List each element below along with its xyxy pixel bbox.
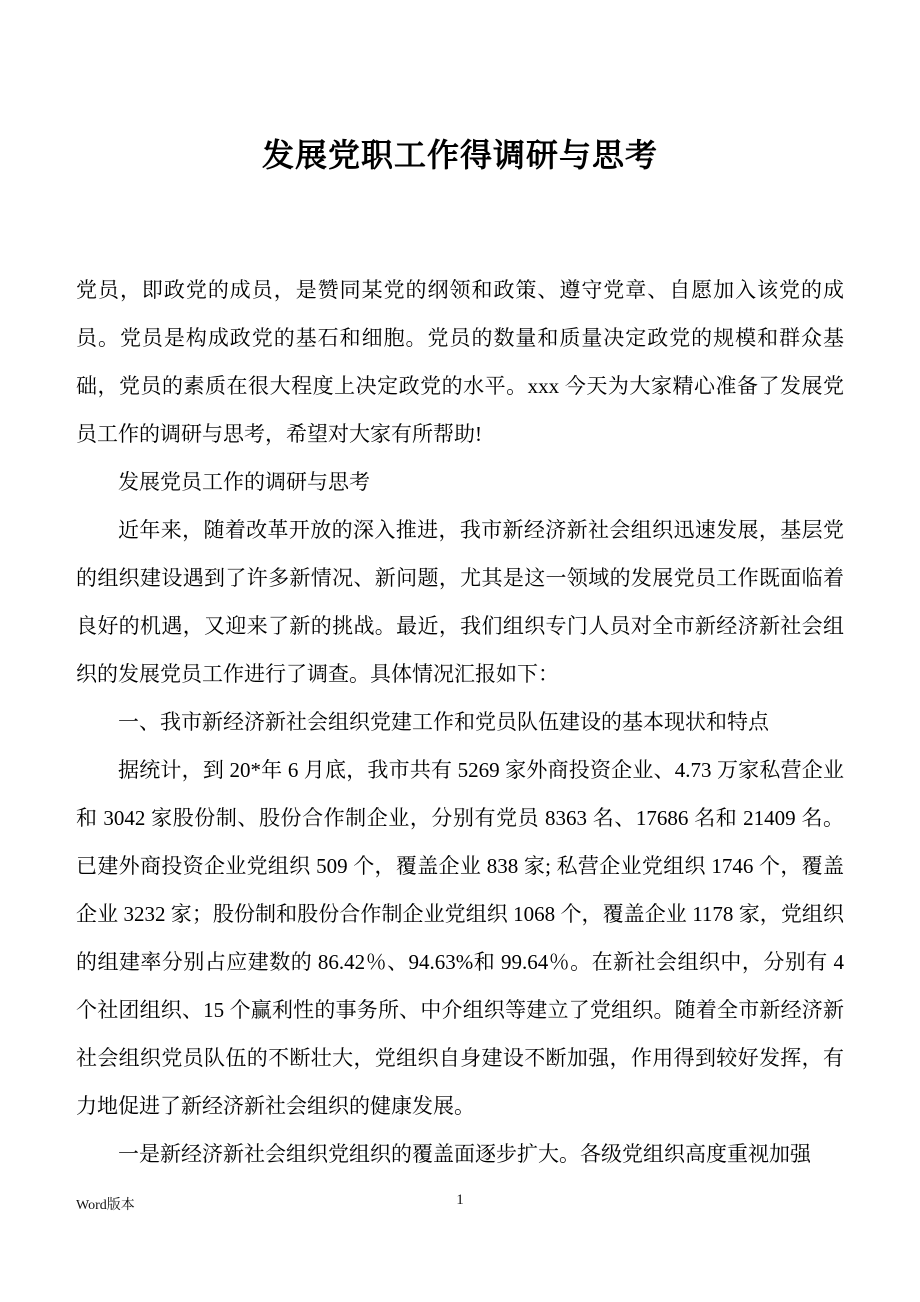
document-body [0, 174, 920, 1178]
page-footer [0, 1190, 920, 1220]
paragraph-section-heading: 一、我市新经济新社会组织党建工作和党员队伍建设的基本现状和特点 [118, 710, 769, 735]
paragraph: 发展党员工作的调研与思考 [118, 470, 370, 495]
paragraph: 近年来，随着改革开放的深入推进，我市新经济新社会组织迅速发展，基层党的组织建设遇到了许多新情况、新问题，尤其是这一领域的发展党员工作既面临着良好的机遇，又迎来了新的挑战。最近，我们组织专门人员对全市新经济新社会组织的发展党员工作进行了调查。具体情况汇报如下： [76, 518, 844, 687]
paragraph: 党员，即政党的成员，是赞同某党的纲领和政策、遵守党章、自愿加入该党的成员。党员是构成政党的基石和细胞。党员的数量和质量决定政党的规模和群众基础，党员的素质在很大程度上决定政党的水平。xxx 今天为大家精心准备了发展党员工作的调研与思考，希望对大家有所帮助! [76, 278, 844, 447]
paragraph: 据统计，到 20*年 6 月底，我市共有 5269 家外商投资企业、4.73 万家私营企业和 3042 家股份制、股份合作制企业，分别有党员 8363 名、17686 名和 21409 名。已建外商投资企业党组织 509 个，覆盖企业 838 家; 私营企业党组织 1746 个，覆盖企业 3232 家；股份制和股份合作制企业党组织 1068 个，覆盖企业 1178 家，党组织的组建率分别占应建数的 86.42％、94.63%和 99.64％。在新社会组织中，分别有 4 个社团组织、15 个赢利性的事务所、中介组织等建立了党组织。随着全市新经济新社会组织党员队伍的不断壮大，党组织自身建设不断加强，作用得到较好发挥，有力地促进了新经济新社会组织的健康发展。 [76, 758, 844, 1119]
footer-version-label: Word版本 [76, 1198, 135, 1213]
footer-page-number: 1 [456, 1192, 464, 1208]
document-title: 发展党职工作得调研与思考 [261, 137, 658, 173]
paragraph: 一是新经济新社会组织党组织的覆盖面逐步扩大。各级党组织高度重视加强 [118, 1142, 811, 1167]
